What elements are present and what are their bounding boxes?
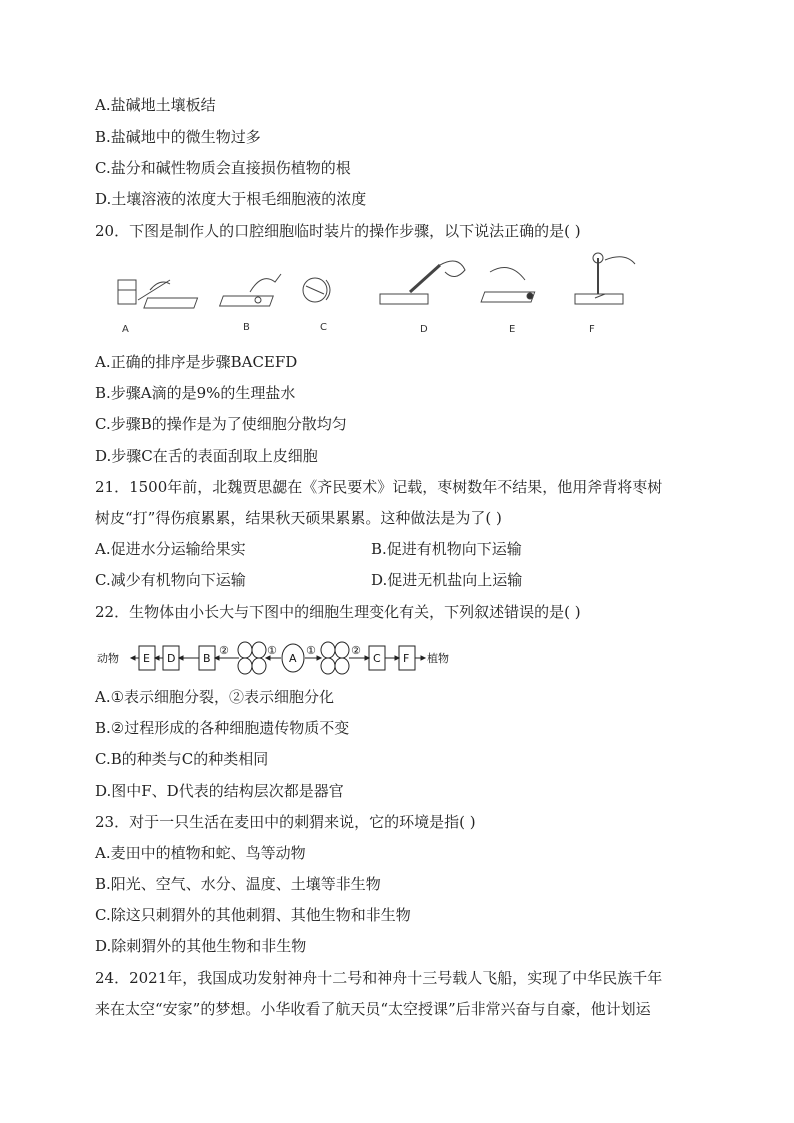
q23-stem: 23．对于一只生活在麦田中的刺猬来说，它的环境是指( ): [95, 813, 476, 831]
q22-option-c: C.B的种类与C的种类相同: [95, 750, 269, 768]
diagram-mark-2-left: ②: [219, 644, 229, 657]
diagram-box-e: E: [143, 652, 150, 665]
q21-option-b: B.促进有机物向下运输: [371, 540, 522, 558]
figure-label-e: E: [509, 324, 516, 335]
figure-label-d: D: [420, 324, 428, 335]
q23-option-d: D.除刺猬外的其他生物和非生物: [95, 937, 307, 955]
q19-option-a: A.盐碱地土壤板结: [95, 96, 216, 114]
diagram-mark-1-left: ①: [267, 644, 277, 657]
diagram-box-c: C: [373, 652, 381, 665]
q21-option-d: D.促进无机盐向上运输: [371, 571, 523, 589]
q23-option-b: B.阳光、空气、水分、温度、土壤等非生物: [95, 875, 381, 893]
q22-option-b: B.②过程形成的各种细胞遗传物质不变: [95, 719, 350, 737]
diagram-plant-label: 植物: [427, 652, 449, 665]
figure-label-b: B: [243, 322, 250, 333]
diagram-box-b: B: [203, 652, 211, 665]
q19-option-c: C.盐分和碱性物质会直接损伤植物的根: [95, 159, 351, 177]
diagram-mark-1-right: ①: [306, 644, 316, 657]
q20-option-b: B.步骤A滴的是9%的生理盐水: [95, 384, 296, 402]
q20-stem: 20．下图是制作人的口腔细胞临时装片的操作步骤，以下说法正确的是( ): [95, 222, 581, 240]
q23-option-c: C.除这只刺猬外的其他刺猬、其他生物和非生物: [95, 906, 411, 924]
q20-procedure-figure: [110, 250, 650, 320]
q20-option-d: D.步骤C在舌的表面刮取上皮细胞: [95, 447, 318, 465]
q21-option-a: A.促进水分运输给果实: [95, 540, 246, 558]
q19-option-d: D.土壤溶液的浓度大于根毛细胞液的浓度: [95, 190, 367, 208]
q22-option-d: D.图中F、D代表的结构层次都是器官: [95, 782, 344, 800]
q21-stem-line1: 21．1500年前，北魏贾思勰在《齐民要术》记载，枣树数年不结果，他用斧背将枣树: [95, 478, 663, 496]
diagram-center-a: A: [289, 652, 297, 665]
diagram-mark-2-right: ②: [351, 644, 361, 657]
q22-stem: 22．生物体由小长大与下图中的细胞生理变化有关，下列叙述错误的是( ): [95, 603, 581, 621]
q23-option-a: A.麦田中的植物和蛇、鸟等动物: [95, 844, 306, 862]
q21-stem-line2: 树皮“打”得伤痕累累，结果秋天硕果累累。这种做法是为了( ): [95, 509, 502, 527]
q20-option-c: C.步骤B的操作是为了使细胞分散均匀: [95, 415, 347, 433]
diagram-box-f: F: [403, 652, 410, 665]
diagram-animal-label: 动物: [97, 652, 119, 665]
q22-option-a: A.①表示细胞分裂，②表示细胞分化: [95, 688, 335, 706]
figure-label-f: F: [589, 324, 595, 335]
q22-cell-diagram: [95, 636, 465, 680]
q20-option-a: A.正确的排序是步骤BACEFD: [95, 353, 298, 371]
q24-stem-line1: 24．2021年，我国成功发射神舟十二号和神舟十三号载人飞船，实现了中华民族千年: [95, 969, 663, 987]
q19-option-b: B.盐碱地中的微生物过多: [95, 128, 261, 146]
figure-label-a: A: [122, 324, 129, 335]
diagram-box-d: D: [167, 652, 176, 665]
q24-stem-line2: 来在太空“安家”的梦想。小华收看了航天员“太空授课”后非常兴奋与自豪，他计划运: [95, 1000, 651, 1018]
beaker-icon: [118, 280, 136, 304]
q21-option-c: C.减少有机物向下运输: [95, 571, 246, 589]
figure-label-c: C: [320, 322, 327, 333]
